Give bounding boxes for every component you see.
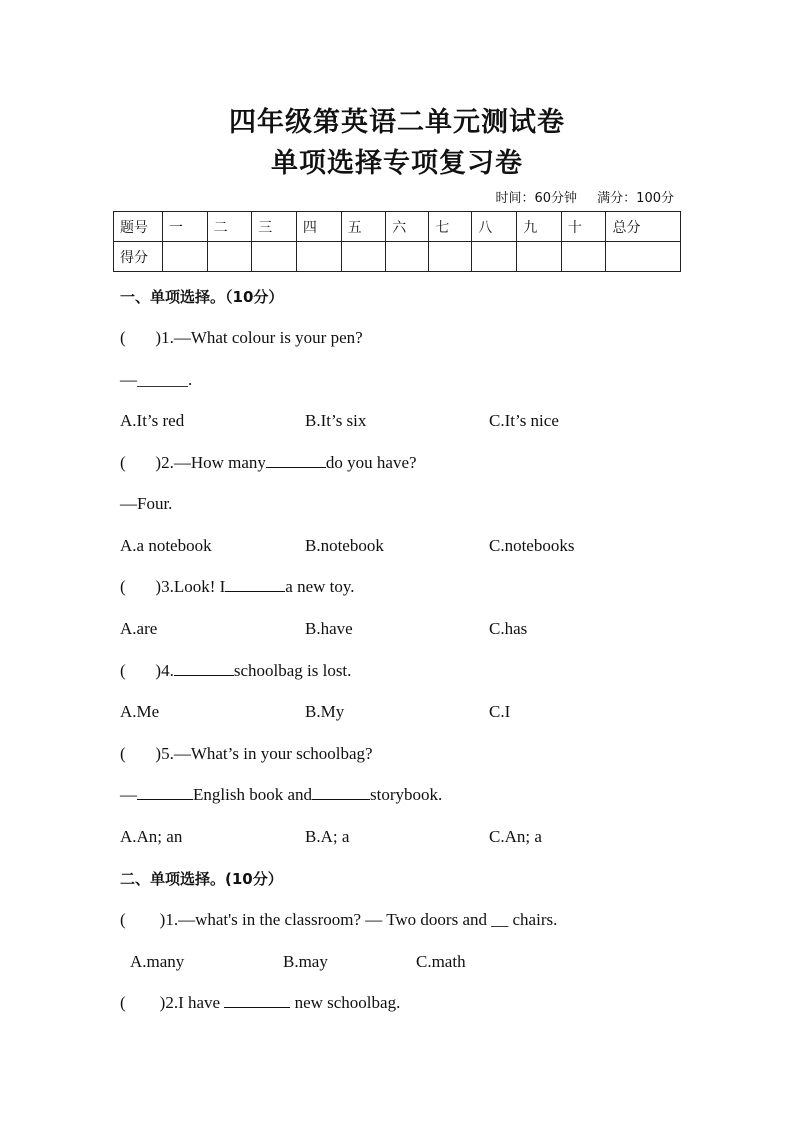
score-cell[interactable] [252,242,297,272]
s1-q2-option-a: A.a notebook [120,536,212,555]
s1-q5-option-b: B.A; a [305,827,350,846]
title-line-2: 单项选择专项复习卷 [271,148,523,179]
score-table-score-row [114,242,681,272]
col-6: 六 [386,212,429,242]
col-2: 二 [207,212,252,242]
s1-q5-option-a: A.An; an [120,827,183,846]
s1-q3-stem-a: ( )3.Look! I [120,577,226,596]
answer-blank[interactable] [312,785,370,800]
s1-q3-option-a: A.are [120,619,158,638]
s1-q2-answer: —Four. [120,494,173,513]
col-3: 三 [252,212,297,242]
score-cell[interactable] [386,242,429,272]
s1-q5-option-c: C.An; a [489,827,542,846]
s1-q3-stem-b: a new toy. [285,577,355,596]
s1-q4-option-a: A.Me [120,702,160,721]
score-cell[interactable] [517,242,562,272]
score-label: 得分 [114,242,163,272]
s1-q5-answer [120,785,442,805]
score-cell[interactable] [561,242,606,272]
s1-q2-option-c: C.notebooks [489,536,575,555]
score-cell[interactable] [341,242,386,272]
full-score: 满分：100分 [597,191,674,206]
s1-q2-stem-b: do you have? [325,453,417,472]
s1-q2-option-b: B.notebook [305,536,384,555]
section-2-title: 二、单项选择。(10分） [120,870,283,888]
s2-q2-stem [120,993,400,1013]
score-cell[interactable] [606,242,681,272]
s1-q5-answer-c: storybook. [370,785,443,804]
s1-q5-stem: ( )5.—What’s in your schoolbag? [120,744,373,763]
s1-q1-option-a: A.It’s red [120,411,185,430]
s1-q1-option-c: C.It’s nice [489,411,559,430]
col-9: 九 [517,212,562,242]
answer-blank[interactable] [225,577,285,592]
s1-q2-stem [120,453,417,473]
s1-q4-option-c: C.I [489,702,511,721]
title-line-1: 四年级第英语二单元测试卷 [229,107,565,138]
score-cell[interactable] [472,242,517,272]
s2-q1-stem: ( )1.—what's in the classroom? — Two doors and __ chairs. [120,910,558,929]
answer-blank[interactable] [137,785,193,800]
answer-blank[interactable] [266,453,326,468]
s1-q3-option-b: B.have [305,619,353,638]
score-table-header-row [114,212,681,242]
s1-q1-option-b: B.It’s six [305,411,367,430]
col-8: 八 [472,212,517,242]
s1-q2-stem-a: ( )2.—How many [120,453,266,472]
s1-q4-stem-a: ( )4. [120,661,174,680]
header-label: 题号 [114,212,163,242]
col-7: 七 [429,212,472,242]
s2-q2-stem-b: new schoolbag. [290,993,401,1012]
answer-blank[interactable] [174,661,234,676]
s1-q1-stem: ( )1.—What colour is your pen? [120,328,363,347]
score-cell[interactable] [296,242,341,272]
s1-q4-stem [120,661,351,681]
s1-q4-stem-b: schoolbag is lost. [233,661,352,680]
score-cell[interactable] [429,242,472,272]
score-cell[interactable] [207,242,252,272]
time-limit: 时间：60分钟 [495,191,578,206]
s1-q4-option-b: B.My [305,702,345,721]
s2-q1-option-a: A.many [130,952,185,971]
section-1-title: 一、单项选择。（10分） [120,288,284,306]
answer-blank[interactable] [224,993,290,1008]
s2-q1-option-b: B.may [283,952,328,971]
s1-q5-answer-a: — [120,785,137,804]
col-4: 四 [296,212,341,242]
s1-q3-stem [120,577,355,597]
col-total: 总分 [606,212,681,242]
s1-q3-option-c: C.has [489,619,528,638]
score-cell[interactable] [163,242,208,272]
col-5: 五 [341,212,386,242]
col-1: 一 [163,212,208,242]
score-table [113,211,681,272]
s1-q1-answer: —______. [120,370,193,389]
s2-q2-stem-a: ( )2.I have [120,993,225,1012]
s2-q1-option-c: C.math [416,952,466,971]
s1-q5-answer-b: English book and [193,785,312,804]
col-10: 十 [561,212,606,242]
exam-meta [479,187,674,206]
